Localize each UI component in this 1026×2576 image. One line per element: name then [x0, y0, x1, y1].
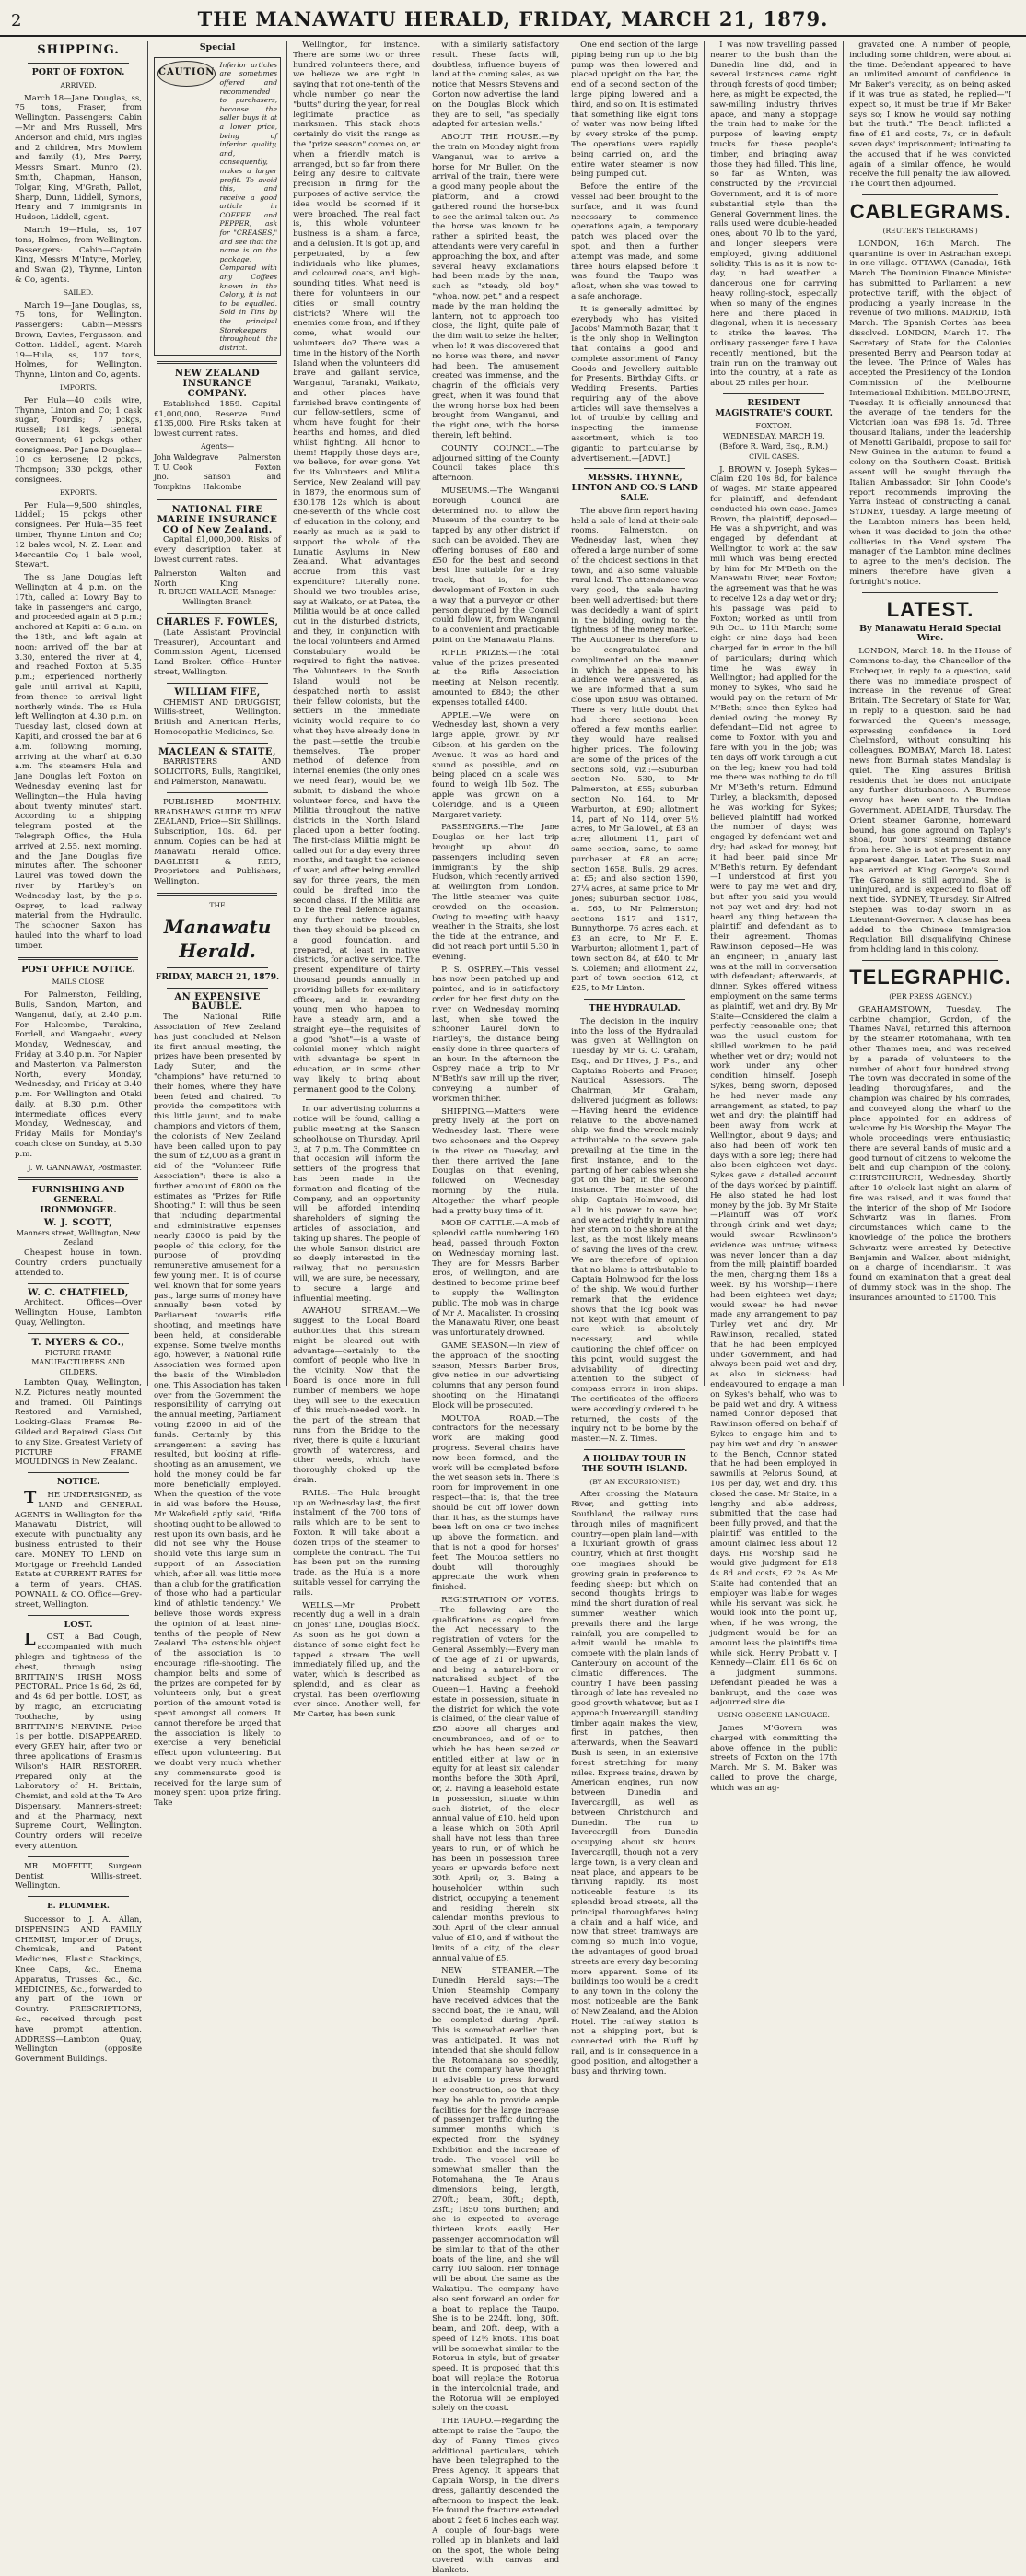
column-1	[9, 41, 148, 2065]
holiday-heading: A HOLIDAY TOUR IN THE SOUTH ISLAND.	[581, 1453, 688, 1474]
holiday-continuation: I was now travelling passed nearer to the bush than the Dunedin line did, and in several instances came right through forests of good timber; here, as might be expected, the saw-milling industry thrives apace, and many a stoppage the train had to make for the purpose of leaving empty trucks for these people's timber, and bringing away those they had filled. This line, so far as Winton, was constructed by the Provincial Government, and it is of more substantial style than the General Government lines, the rails used were double-headed ones, about 70 lb to the yard, and longer sleepers were employed, giving additional solidity. This is as it is now to-day, in bad weather a dangerous one for carrying heavy rolling-stock, especially when so many of the engines here and there placed in diagonal, when it is necessary to strike the leaves. The ordinary passenger fare I have recently mentioned, but the train run on the tramway out into the country, at a rate as about 25 miles per hour.	[710, 41, 838, 389]
nfm-advert	[154, 506, 281, 608]
mails-label: MAILS CLOSE	[52, 978, 105, 987]
furnishing-heading: FURNISHING AND GENERAL IRONMONGER.	[31, 1185, 125, 1216]
divider	[167, 988, 268, 989]
the-label: THE	[209, 901, 226, 910]
divider	[167, 683, 268, 684]
railway-continuation: Before the entire of the vessel had been brought to the surface, and it was found necessary to commence operations again, a temporary patch was placed over the spot, and then a further attempt was made, and some three hours elapsed before it was found the Taupo was afloat, when she was towed to a safe anchorage.	[571, 182, 699, 301]
taupo-item: THE TAUPO.—Regarding the attempt to raise the Taupo, the day of Fanny Times gives additional particulars, which have been telegraphed to the Press Agency. It appears that Captain Worsp, in the diver's dress, gallantly descended the afternoon to inspect the leak. He found the fracture extended about 2 feet 6 inches each way. A couple of four-bags were rolled up in blankets and laid on the spot, the whole being covered with canvas and blankets.	[432, 2417, 560, 2576]
adverts-note: In our advertising columns a notice will be found, calling a public meeting at the Sanson schoolhouse on Thursday, April 3, at 7 p.m. The Committee on that occasion will inform the settlers of the progress that has been made in the formation and floating of the Company, and an opportunity will be afforded intending shareholders of signing the articles of association, and taking up shares. The people of the whole Sanson district are so deeply interested in the railway, that no persuasion will, we are sure, be necessary, to secure a large and influential meeting.	[293, 1105, 421, 1304]
divider	[862, 960, 998, 961]
maclean-advert	[154, 748, 281, 788]
telegraphic-sub: (PER PRESS AGENCY.)	[889, 991, 972, 1001]
myers-title: PICTURE FRAME MANUFACTURERS AND GILDERS.	[31, 1348, 125, 1377]
divider	[28, 1472, 129, 1473]
divider	[157, 893, 277, 896]
apple-item: APPLE.—We were on Wednesday last, shown a very large apple, grown by Mr Gibson, at his garden on the Avenue. It was as hard and sound as possible, and on being placed on a scale was found to weigh 1lb 5oz. The apple was grown on a Coleridge, and is a Queen Margaret variety.	[432, 710, 560, 820]
game-item: GAME SEASON.—In view of the approach of the shooting season, Messrs Barber Bros, give notice in our advertising columns that any person found shooting on the Himatangi Block will be prosecuted.	[432, 1341, 560, 1411]
exports-text: Per Hula—9,500 shingles, Liddell; 15 pckgs other consignees. Per Hula—35 feet timber, Thynne Linton and Co; 12 bales wool, N. Z. Loan and Mercantile Co; 1 bale wool, Stewart.	[15, 500, 143, 570]
editorial-continuation: Wellington, for instance. There are some two or three hundred volunteers there, and we believe we are right in saying that not one-tenth of the whole number go near the "butts" during the year, for real legitimate practice as marksmen. This stack shots certainly do visit the range as the "prize season" comes on, or when a friendly match is arranged, but so far from there being any desire to cultivate precision in firing for the purposes of active service, the idea would be scorned if it were broached. The real fact is, this whole volunteer business is a sham, a farce, and a delusion. It is got up, and perpetuated, by a few individuals who like plumes, and coloured coats, and high-sounding titles. What need is there for volunteers in our cities or small country districts? Where will the enemies come from, and if they come, what would our volunteers do? There was a time in the history of the North Island when the volunteers did brave and gallant service, Wanganui, Taranaki, Waikato, and other places have furnished brave contingents of our fellow-settlers, some of whom have fought for their hearths and homes, and died whilst fighting. All honor to them! Happily those days are, we believe, for ever gone. Yet for its Volunteers and Militia Service, New Zealand will pay in 1879, the enormous sum of £30,178 12s which is about one-seventh of the whole cost of education in the colony, and nearly as much as is paid to support the whole of the Lunatic Asylums in New Zealand. What advantages accrue from this vast expenditure? Literally none. Should we two troubles arise, say at Waikato, or at Patea, the Militia would be at once called out in the disturbed districts, and they, in conjunction with the local volunteers and Armed Constabulary would be required to fight the natives. The Volunteers in the South Island would not be despatched north to assist their fellow colonists, but the settlers in the immediate vicinity would require to do what they have already done in the past,—settle the trouble themselves. The proper method of defence from internal enemies (the only ones we need fear), would be, we submit, to disband the whole volunteer force, and have the Militia throughout the native districts in the North Island placed upon a better footing. The first-class Militia might be called out for a day every three months, and taught the science of war, and after being enrolled say for three years, the men could be drafted into the second class. If the Militia are to be the real defence against any further native troubles, then they should be placed on a good foundation, and prepared, at least in native districts, for active service. The present expenditure of thirty thousand pounds annually in providing billets for ex-military officers, and in rewarding young men who happen to have a steady arm, and a straight eye—the requisites of a good "shot"—is a waste of colonial money which might with advantage be spent in education, or in some other way likely to bring about permanent good to the Colony.	[293, 41, 421, 1095]
caution-badge: CAUTION	[157, 61, 216, 87]
bradshaw-advert: PUBLISHED MONTHLY. BRADSHAW'S GUIDE TO NEW ZEALAND, Price—Six Shillings. Subscription, 10s. 6d. per annum. Copies can be had at Manawatu Herald Office. DAGLEISH & REID, Proprietors and Publishers, Wellington.	[154, 797, 282, 887]
divider	[584, 999, 685, 1000]
steamer-item: NEW STEAMER.—The Dunedin Herald says:—The Union Steamship Company have received advices that the second boat, the Te Anau, will be completed during April. This is somewhat earlier than was anticipated. It was not intended that she should follow the Rotomahana so speedily, but the company have thought it advisable to press forward her construction, so that they may be able to provide ample facilities for the large increase of passenger traffic during the summer months which is expected from the Sydney Exhibition and the increase of trade. The vessel will be somewhat smaller than the Rotomahana, the Te Anau's dimensions being, length, 270ft.; beam, 30ft.; depth, 23ft.; 1850 tons burthen; and she is expected to average thirteen knots easily. Her passenger accommodation will be similar to that of the other boats of the line, and she will carry 100 saloon. Her tonnage will be about the same as the Wakatipu. The company have also sent forward an order for a boat to replace the Taupo. She is to be 224ft. long, 30ft. beam, and 20ft. deep, with a speed of 12½ knots. This boat will be somewhat similar to the Rotorua in style, but of greater speed. It is proposed that this boat will replace the Rotorua in the intercolonial trade, and the Rotorua will be employed solely on the coast.	[432, 1966, 560, 2414]
page-number: 2	[11, 11, 22, 30]
divider	[157, 498, 277, 500]
notice-text: THE UNDERSIGNED, as LAND and GENERAL AGENTS in Wellington for the Manawatu District, will execute with punctuality any business entrusted to their care. MONEY TO LEND on Mortgage or Freehold Landed Estate at CURRENT RATES for a term of years. CHAS. POWNALL & CO. Office—Grey-street, Wellington.	[15, 1487, 143, 1610]
lost-text: LOST, a Bad Cough, accompanied with much phlegm and tightness of the chest, through using BRITTAIN'S IRISH MOSS PECTORAL. Price 1s 6d, 2s 6d, and 4s 6d per bottle. LOST, as by magic, an excruciating Toothache, by using BRITTAIN'S NERVINE. Price 1s per bottle. DISAPPEARED, every GREY hair, after two or three applications of Erasmus Wilson's HAIR RESTORER. Prepared only at the Laboratory of H. Brittain, Chemist, and sold at the Te Aro Dispensary, Manners-street; and at the Pharmacy, next Supreme Court, Wellington. Country orders will receive every attention.	[15, 1630, 143, 1852]
special-heading: Special	[199, 42, 236, 53]
arrived-text: March 18—Jane Douglas, ss, 75 tons, Fraser, from Wellington. Passengers: Cabin—Mr and Mrs Russell, Mrs Anderson and child, Mrs Ingles and 2 children, Mrs Mowlem and family (4), Mrs Perry, Messrs Smart, Munro (2), Smith, Chapman, Hanson, Tolgar, King, M'Grath, Pallot, Sharp, Dunn, Liddell, Symons, Henry and 7 immigrants in Hudson, Liddell, agent.	[15, 93, 143, 223]
maclean-name: MACLEAN & STAITE,	[158, 746, 277, 757]
rifle-prizes-item: RIFLE PRIZES.—The total value of the prizes presented at the Rifle Association meeting at Nelson recently, amounted to £840; the other expenses totalled £400.	[432, 648, 560, 708]
divider	[167, 792, 268, 793]
masthead-title: THE MANAWATU HERALD, FRIDAY, MARCH 21, 1879.	[197, 7, 829, 30]
osprey-item: P. S. OSPREY.—This vessel has now been patched up and painted, and is in satisfactory order for her first duty on the river on Wednesday morning last, when she towed the schooner Laurel down to Hartley's, the distance being easily done in three quarters of an hour. In the afternoon the Osprey made a trip to Mr M'Beth's saw mill up the river, conveying a number of workmen thither.	[432, 965, 560, 1104]
nzic-text: Established 1859. Capital £1,000,000, Reserve Fund £135,000. Fire Risks taken at lowest current rates.	[154, 399, 282, 439]
plummer-text: Successor to J. A. Allan, DISPENSING AND FAMILY CHEMIST, Importer of Drugs, Chemicals, and Patent Medicines, Elastic Stockings, Knee Caps, &c., Enema Apparatus, Trusses &c., &c. MEDICINES, &c., forwarded to any part of the Town or Country. PRESCRIPTIONS, &c., received through post have prompt attention. ADDRESS—Lambton Quay, Wellington (opposite Government Buildings.	[15, 1915, 143, 2065]
divider	[862, 194, 998, 195]
land-sale-heading: MESSRS. THYNNE, LINTON AND CO.'S LAND SALE.	[571, 473, 698, 504]
wells-item: WELLS.—Mr Probett recently dug a well in a drain on Jones' Line, Douglas Block. As soon as he got down a distance of some eight feet he tapped a stream. The well immediately filled up, and the water, which is described as splendid, and as clear as crystal, has been overflowing ever since. Another well, for Mr Carter, has been sunk	[293, 1600, 421, 1720]
chatfield-name: W. C. CHATFIELD,	[28, 1287, 129, 1298]
passengers-item: PASSENGERS.—The Jane Douglas on her last trip brought up about 40 passengers including seven immigrants by the ship Hudson, which recently arrived at Wellington from London. The little steamer was quite crowded on the occasion. Owing to meeting with heavy weather in the Straits, she lost the tide at the entrance, and did not reach port until 5.30 in evening.	[432, 823, 560, 962]
shipping-item: SHIPPING.—Matters were pretty lively at the port on Wednesday last. There were two schooners and the Osprey in the river on Tuesday, and then there arrived the Jane Douglas on that evening, followed on Wednesday morning by the Hula. Altogether the wharf people had a pretty busy time of it.	[432, 1107, 560, 1216]
columns	[9, 41, 1017, 2576]
holiday-text: After crossing the Mataura River, and getting into Southland, the railway runs through miles of magnificent country—open plain land—with a luxuriant growth of grass country, which at first thought one imagines should be growing grain in preference to feeding sheep; but which, on second thoughts brings to mind the short duration of real summer weather which prevails there and the large rainfall, you are compelled to admit would be unable to compete with the plain lands of Canterbury on account of the climatic differences. The country I have been passing through of late has revealed no good growth whatever, but as I approach Invercargill, standing timber again makes the view, first in patches, then afterwards, when the Seaward Bush is seen, in an extensive forest stretching for many miles. Express trains, drawn by American engines, run now between Dunedin and Invercargill, as well as between Christchurch and Dunedin. The run to Invercargill from Dunedin occupying about six hours. Invercargill, though not a very large town, is a very clean and neat place, and appears to be thriving rapidly. Its most noticeable feature is its splendid broad streets, all the principal thoroughfares being a chain and a half wide, and now that street tramways are coming so much into vogue, the advantages of good broad streets are every day becoming more apparent. Some of its buildings too would be a credit to any town in the colony the most noticeable are the Bank of New Zealand, and the Albion Hotel. The railway station is not a shipping port, but is connected with the Bluff by rail, and is in consequence in a good position, and altogether a busy and thriving town.	[571, 1490, 699, 2077]
divider	[306, 1099, 407, 1100]
obscene-text: James M'Govern was charged with committing the above offence in the public streets of Foxton on the 17th March. Mr S. M. Baker was called to prove the charge, which was an ag-	[710, 1724, 838, 1793]
nfm-text: Capital £1,000,000. Risks of every description taken at lowest current rates.	[154, 535, 282, 565]
sailed-label: SAILED.	[63, 287, 94, 297]
court-place: FOXTON.	[755, 421, 792, 431]
cablegrams-text: LONDON, 16th March. The quarantine is over in Astrachan except in one village. OTTAWA (Canada), 16th March. The Dominion Finance Minister has submitted to Parliament a new protective tariff, with the object of producing a yearly increase in the revenue of two millions. MADRID, 15th March. The Spanish Cortes has been dissolved. LONDON, March 17. The Secretary of State for the Colonies presented Berry and Pearson today at the levee. The Prince of Wales has accepted the Presidency of the London Commission of the Melbourne International Exhibition. MELBOURNE, Tuesday. It is officially announced that the average of the tenders for the Victorian loan was £98 1s. 7d. Three thousand Italians, under the leadership of Menotti Garibaldi, propose to sail for New Guinea in the autumn to found a colony on the Southern Coast. British assent will be sought through the Italian Ambassador. Sir John Coode's report recommends improving the Yarra instead of constructing a canal. SYDNEY, Tuesday. A large meeting of the Lambton miners has been held, when it was decided to join the other collieries in the Vend system. The manager of the Lambton mine declines to agree to the men's decision. The miners therefore have given a fortnight's notice.	[849, 239, 1011, 587]
fife-advert	[154, 688, 281, 738]
latest-text: LONDON, March 18. In the House of Commons to-day, the Chancellor of the Exchequer, in reply to a question, said there was no immediate prospect of increase in the revenue of Great Britain. The Secretary of State for War, in reply to a question, said he had forwarded the Queen's message, expressing confidence in Lord Chelmsford, without consulting his colleagues. BOMBAY, March 18. Latest news from Burmah states Mandalay is quiet. The King assures British residents that he does not anticipate any further disturbances. A Burmese envoy has been sent to the Indian Government. ADELAIDE, Thursday. The Orient steamer Garonne, homeward bound, has gone aground on Tapley's shoal, four hours' steaming distance from here. She is not at present in any apparent danger. Later. The Suez mail has arrived at King George's Sound. The Garonne is still aground. She is uninjured, and is expected to float off next tide. SYDNEY, Thursday. Sir Alfred Stephen was to-day sworn in as Lieutenant-Governor. A clause has been added to the Chinese Immigration Regulation Bill disqualifying Chinese from holding land in this colony.	[849, 647, 1011, 955]
exports-label: EXPORTS.	[59, 487, 98, 497]
editorial-text: The National Rifle Association of New Zealand has just concluded at Nelson its first annual meeting, the prizes have been presented by Lady Suter, and the "champions" have returned to their homes, where they have been feted and chaired. To provide the competitors with this little jaunt, and to make champions and victors of them, the colonists of New Zealand have been called upon to pay the sum of £2,000 as a grant in aid of the "Volunteer Rifle Association"; there is also a further amount of £800 on the estimates as "Prizes for Rifle Shooting." It will thus be seen that including departmental and administrative expenses nearly £3000 is paid by the people of this colony, for the purpose of providing remunerative amusement for a few young men. It is of course well known that for some years past, large sums of money have annually been voted by Parliament towards rifle shooting, and meetings have been held, at considerable expense. Some twelve months ago, however, a National Rifle Association was formed upon the basis of the Wimbledon one. This Association has taken over from the Government the responsibility of carrying out the annual meeting, Parliament voting £2000 in aid of the funds. Certainly by this arrangement a saving has resulted, but looking at rifle-shooting as an amusement, we hold the money could be far more beneficially employed. When the question of the vote in aid was before the House, Mr Wakefield aptly said, "Rifle shooting ought to be allowed to rest upon its own basis, and he did not see why the House should vote this large sum in support of an Association which, after all, was little more than a club for the gratification of those who had a particular kind of athletic tendency." We believe those words express the opinion of at least nine-tenths of the people of New Zealand. The ostensible object of the association is to encourage rifle-shooting. The champion belts and some of the prizes are competed for by volunteers only, but a great portion of the amount voted is spent amongst all comers. It cannot therefore be urged that the association is likely to exercise a very beneficial effect upon volunteering. But we doubt very much whether any commensurate good is received for the large sum of money spent upon prize firing. Take	[154, 1013, 282, 1809]
arrived-label: ARRIVED.	[60, 80, 97, 89]
court-date: WEDNESDAY, MARCH 19.	[722, 431, 825, 441]
divider	[28, 1333, 129, 1334]
rails-item: RAILS.—The Hula brought up on Wednesday last, the first instalment of the 700 tons of rails which are to be sent to Foxton. It will take about a dozen trips of the steamer to complete the contract. The Tui has been put on the running trade, as the Hula is a more suitable vessel for carrying the rails.	[293, 1488, 421, 1598]
caution-advert	[154, 57, 281, 357]
latest-sub: By Manawatu Herald Special Wire.	[859, 623, 1002, 644]
divider	[28, 1896, 129, 1897]
divider	[167, 613, 268, 614]
divider	[584, 468, 685, 469]
scott-advert	[15, 1219, 142, 1279]
hydraulad-heading: THE HYDRAULAD.	[589, 1002, 681, 1013]
court-heading: RESIDENT MAGISTRATE'S COURT.	[715, 397, 833, 418]
council-item: COUNTY COUNCIL.—The adjourned sitting of the County Council takes place this afternoon.	[432, 443, 560, 484]
steamer-report: The ss Jane Douglas left Wellington at 4 p.m. on the 17th, called at Lowry Bay to take in passengers and cargo, and proceeded again at 5 p.m.; anchored at Kapiti at 6 a.m. on the 18th, and left again at noon; arrived off the bar at 3.30, entered the river at 4, and reached Foxton at 5.35 p.m.; experienced northerly gale until arrival at Kapiti, from thence to arrival light northerly winds. The ss Hula left Wellington at 4.30 p.m. on Tuesday last, closed down at Kapiti, and crossed the bar at 6 a.m. following morning, arriving at the wharf at 6.30 a.m. The steamers Hula and Jane Douglas left Foxton on Wednesday evening last for Wellington—the Hula having about twenty minutes' start. According to a shipping telegram posted at the Telegraph Office, the Hula arrived at 2.55, next morning, and the Jane Douglas five minutes after. The schooner Laurel was towed down the river by Hartley's on Wednesday last, by the p.s. Osprey, to load railway material from the Hydraulic. The schooner Saxon has hauled into the wharf to load timber.	[15, 573, 143, 951]
court-before: (Before R. Ward, Esq., R.M.)	[719, 441, 829, 451]
divider	[28, 1856, 129, 1857]
hydraulad-text: The decision in the inquiry into the loss of the Hydraulad was given at Wellington on Tuesday by Mr G. C. Graham, Esq., and Dr Hives, J. P's., and Captains Roberts and Fraser, Nautical Assessors. The Chairman, Mr Graham, delivered judgment as follows:—Having heard the evidence relative to the above-named ship, we find the wreck mainly attributable to the severe gale prevailing at the time in the first instance, and to the parting of her cables when she got on the bar, in the second instance. The master of the ship, Captain Holmwood, did all in his power to save her, and we acted rightly in running her stern on to the shore at the last, as the most likely means of saving the lives of the crew. We are therefore of opinion that no blame is attributable to Captain Holmwood for the loss of the ship. We would further remark that the evidence shows that the log book was not kept with that amount of care which is absolutely necessary, and while cautioning the chief officer on this point, would suggest the advisability of directing attention to the subject of compass errors in iron ships. The certificates of the officers were accordingly ordered to be returned, the costs of the inquiry not to be borne by the master.—N. Z. Times.	[571, 1016, 699, 1445]
latest-heading: LATEST.	[886, 597, 974, 621]
divider	[157, 361, 277, 364]
jacobs-advert: It is generally admitted by everybody who has visited Jacobs' Mammoth Bazar, that it is the only shop in Wellington that contains a good and complete assortment of Fancy Goods and Jewellery suitable for Presents, Birthday Gifts, or Wedding Presents. Parties requiring any of the above articles will save themselves a lot of trouble by calling and inspecting the immense assortment, which is too gigantic to particularise by advertisement.—[ADVT.]	[571, 304, 699, 463]
nfm-title: NATIONAL FIRE MARINE INSURANCE CO of New Zealand.	[157, 504, 278, 535]
imports-label: IMPORTS.	[59, 382, 98, 392]
port-heading: PORT OF FOXTON.	[31, 67, 125, 77]
column-7	[844, 41, 1017, 1386]
fife-text: CHEMIST AND DRUGGIST, Willis-street, Wellington. British and American Herbs, Homoeopathic Medicines, &c.	[154, 697, 282, 737]
holiday-byline: (BY AN EXCURSIONIST.)	[589, 1477, 680, 1486]
nzic-title: NEW ZEALAND INSURANCE COMPANY.	[174, 369, 261, 399]
agents-label: Agents—	[200, 441, 235, 451]
plummer-name: E. PLUMMER.	[47, 1902, 110, 1912]
votes-item: REGISTRATION OF VOTES.—The following are the qualifications as copied from the Act necessary to the registration of voters for the General Assembly:—Every man of the age of 21 or upwards, and being a natural-born or naturalised subject of the Queen—1. Having a freehold estate in possession, situate in the district for which the vote is claimed, of the clear value of £50 above all charges and encumbrances, and of or to which he has been seized or entitled either at law or in equity for at least six calendar months before the 30th April, or, 2. Having a leasehold estate in possession, situate within such district, of the clear annual value of £10, held upon a lease which on 30th April shall have not less than three years to run, or of which he has been in possession three years or upwards before next 30th April; or, 3. Being a householder within such district, occupying a tenement and residing therein six calendar months previous to 30th April of the clear annual value of £10, and if without the limits of a city, of the clear annual value of £5.	[432, 1595, 560, 1963]
chatfield-text: Architect. Offices—Over Wellington House, Lambton Quay, Wellington.	[15, 1298, 143, 1329]
maclean-text: BARRISTERS AND SOLICITORS, Bulls, Rangitikei, and Palmerston, Manawatu.	[154, 757, 282, 788]
cattle-item: MOB OF CATTLE.—A mob of splendid cattle numbering 160 head, passed through Foxton on Wednesday morning last. They are for Messrs Barber Bros, of Wellington, and are destined to become prime beef to supply the Wellington public. The mob was in charge of Mr A. Macalister. In crossing the Manawatu River, one beast was unfortunately drowned.	[432, 1219, 560, 1339]
agent-row: Palmerston North Walton and King	[154, 568, 282, 588]
divider	[584, 1449, 685, 1450]
chatfield-advert	[15, 1289, 142, 1329]
mails-text: For Palmerston, Feilding, Bulls, Sandon, Marton, and Wanganui, daily, at 2.40 p.m. For Halcombe, Turakina, Fordell, and Wangaehu, every Monday, Wednesday, and Friday, at 3.40 p.m. For Napier and Masterton, via Palmerston North, every Monday, Wednesday, and Friday at 3.40 p.m. For Wellington and Otaki daily, at 8.30 p.m. Other intermediate offices every Monday, Wednesday, and Friday. Mails for Monday's coach close on Sunday, at 5.30 p.m.	[15, 990, 143, 1159]
myers-text: Lambton Quay, Wellington, N.Z. Pictures neatly mounted and framed. Oil Paintings Restored and Varnished, Looking-Glass Frames Re-Gilded and Repaired. Glass Cut to any Size. Greatest Variety of PICTURE FRAME MOULDINGS in New Zealand.	[15, 1378, 143, 1468]
divider	[167, 743, 268, 744]
land-sale-text: The above firm report having held a sale of land at their sale rooms, Palmerston, on Wednesday last, when they offered a large number of some of the choicest sections in that town, and also some valuable rural land. The attendance was very good, the sale having been well advertised; but there was decidedly a want of spirit in the bidding, owing to the tightness of the money market. The Auctioneer is therefore to be congratulated and complimented on the manner in which he appeals to his audience were answered, as we are informed that a sum close upon £800 was obtained. There is very little doubt that had there sections been offered a few months earlier, they would have realised higher prices. The following are some of the prices of the sections sold, viz.:—Suburban section No. 530, to Mr Palmerston, at £55; suburban section No. 164, to Mr Warburton, at £90; allotment 14, part of No. 114, over 5½ acres, to Mr Gallowell, at £8 an acre; allotment 11, part of same section, same, to same purchaser, at £8 an acre; section 1658, Bulls, 29 acres, at £5; and also section 1590, 27¼ acres, at same price to Mr Jones; suburban section 1084, at £65, to Mr Palmerston; sections 1517 and 1517, Bunnythorpe, 76 acres each, at £3 an acre, to Mr F. E. Warburton; allotment 1, part of town section 84, at £40, to Mr S. Coleman; and allotment 22, part of town section 612, at £25, to Mr Linton.	[571, 506, 699, 994]
lost-heading: LOST.	[64, 1619, 93, 1630]
fowles-name: CHARLES F. FOWLES,	[156, 616, 279, 627]
caution-text: Inferior articles are sometimes offered and recommended to purchasers, because the seller buys it at a lower price, being of inferior quality, and, consequently, makes a larger profit. To avoid this, and receive a good article in COFFEE and PEPPER, ask for "CREASES," and see that the name is on the package. Compared with any Coffees known in the Colony, it is not to be equalled. Sold in Tins by the principal Storekeepers throughout the district.	[219, 60, 278, 352]
cablegrams-sub: (REUTER'S TELEGRAMS.)	[882, 226, 978, 235]
court-civil: CIVIL CASES.	[749, 451, 799, 461]
myers-advert	[15, 1339, 142, 1468]
postmaster-signature: J. W. GANNAWAY, Postmaster.	[28, 1162, 143, 1172]
march19-text: March 19—Hula, ss, 107 tons, Holmes, from Wellington. Passengers: Cabin—Captain King, Messrs M'Intyre, Morley, and Swan (2), Thynne, Linton & Co, agents.	[15, 225, 143, 285]
obscene-continuation: gravated one. A number of people, including some children, were about at the time. Defendant appeared to have an unlimited amount of confidence in Mr Baker's veracity, as on being asked if it was true as stated, he replied—"I expect so, it must be true if Mr Baker says so; I know he would say nothing but the truth." The Bench inflicted a fine of £1 and costs, 7s, or in default seven days' imprisonment; intimating to the accused that if he was convicted again of a similar offence, he would receive the full penalty the law allowed. The Court then adjourned.	[849, 41, 1011, 190]
museum-item: MUSEUMS.—The Wanganui Borough Council are determined not to allow the Museum of the country to be tapped by any other district if such can be avoided. They are offering bonuses of £80 and £50 for the best and second best line suitable for a dray track, that is, for the development of Foxton in such a way that a purveyor or other person deputed by the Council could follow it, from Wanganui to a convenient and practicable point on the Manawatu Plains.	[432, 486, 560, 646]
fife-name: WILLIAM FIFE,	[174, 686, 261, 697]
taupo-continuation: One end section of the large piping being run up to the big pump was then lowered and placed upright on the bar, the end of a second section of the large piping lowered and a third, and so on. It is estimated that something like eight tons of water was now being lifted by every stroke of the pump. The operations were rapidly being carried on, and the entire water steamer is now being pumped out.	[571, 41, 699, 180]
scott-text: Cheapest house in town. Country orders punctually attended to.	[15, 1248, 143, 1278]
agent-row: John Waldegrave Palmerston	[154, 451, 282, 462]
divider	[167, 967, 268, 968]
column-4	[426, 41, 565, 2576]
fowles-advert	[154, 618, 281, 678]
moutoa-item: MOUTOA ROAD.—The contractors for the necessary work are making good progress. Several chains have now been formed, and the work will be completed before the wet season sets in. There is room for improvement in one respect—that is, that the tree should be cut off lower down than it has, as the stumps have been left on one or two inches up above the formation, and that is not a good for horses' feet. The Moutoa settlers no doubt will thoroughly appreciate the work when finished.	[432, 1413, 560, 1593]
fowles-text: (Late Assistant Provincial Treasurer), Accountant and Commission Agent, Licensed Land Broker. Office—Hunter street, Wellington.	[154, 627, 282, 677]
scott-address: Manners street, Wellington, New Zealand	[16, 1228, 141, 1247]
column-5	[565, 41, 705, 2077]
nzic-advert	[154, 369, 281, 492]
post-office-heading: POST OFFICE NOTICE.	[21, 964, 135, 975]
sailed-text: March 19—Jane Douglas, ss, 75 tons, for Wellington. Passengers: Cabin—Messrs Brown, Davies, Fergusson, and Cotton. Liddell, agent. March 19—Hula, ss, 107 tons, Holmes, for Wellington. Thynne, Linton and Co, agents.	[15, 300, 143, 381]
divider	[18, 1177, 138, 1180]
divider	[28, 1283, 129, 1284]
column-6	[705, 41, 844, 1793]
court-text: J. BROWN v. Joseph Sykes—Claim £20 10s 8d, for balance of wages. Mr Staite appeared for plaintiff, and defendant conducted his own case. James Brown, the plaintiff, deposed—He was a shipwright, and was engaged by defendant at Wellington to work at the saw mill which was being erected by him for Mr M'Beth on the Manawatu River, near Foxton; the agreement was that he was to receive 12s a day wet or dry; his passage was paid to Foxton; worked as until from 9th Oct. to 11th March; some eight or nine days had been charged for in error in the bill of particulars; during which time he was away in Wellington; had applied for the money to Sykes, who said he would pay on the return of Mr M'Beth; since then Sykes had denied owing the money. By defendant—Did not agree to come to Foxton with you and fare with you in the job; was ten days off work through a cut on the leg; knew you had told me there was nothing to do till Mr M'Beth's return. Edmund Turley, a blacksmith, deposed he was working for Sykes; believed plaintiff had worked the number of days; was engaged by defendant wet and dry; had asked for money, but it had been paid since Mr M'Beth's return. By defendant—I understood at first you were to pay me wet and dry, but after you said you would not pay wet and dry; had not heard any thing between the plaintiff and defendant as to their agreement. Thomas Rawlinson deposed—He was an engineer; in January last was at the mill in conversation with defendant; afterwards, at dinner, Sykes offered witness employment on the same terms as plaintiff, wet and dry. By Mr Staite—Considered the claim a perfectly reasonable one; that was the usual custom for skilled workmen to be paid whether wet or dry; would not work under any other condition himself. Joseph Sykes, being sworn, deposed he had never made any arrangement, as stated, to pay wet and dry; the plaintiff had been away from work at Wellington, about 9 days; and also had been off work ten days with a sore leg; there had also been eighteen wet days. Sykes gave a detailed account of the days worked by plaintiff. He also stated he had lost money by the job. By Mr Staite—Plaintiff was off work through drink and wet days; would swear Rawlinson's evidence was untrue; witness was never longer than a day from the mill; plaintiff boarded the men, charging them 18s a week. By his Worship—There had been eighteen wet days; would swear he had never made any arrangement to pay Turley wet and dry. Mr Rawlinson, recalled, stated that he had been employed under Government, and had always been paid wet and dry, as also in sickness; had endeavoured to engage a man on Sykes's behalf, who was to be paid wet and dry. A witness named Connor deposed that Rawlinson offered on behalf of Sykes to engage him and to pay him wet and dry. In answer to the Bench, Connor stated that he had been employed in sawmills at Pelorus Sound, at 10s per day, wet and dry. This closed the case. Mr Staite, in a lengthy and able address, submitted that the case had been fully proved, and that the plaintiff was entitled to the amount claimed less about 12 days. His Worship said he would give judgment for £18 4s 8d and costs, £2 2s. As Mr Staite had contended that an employer was liable for wages while his servant was sick, he would look into the point up, when, if he was wrong, the judgment would be for an amount less the plaintiff's time while sick. Henry Probatt v. J Kennedy—Claim £11 6s 6d on a judgment summons. Defendant pleaded he was a bankrupt, and the case was adjourned sine die.	[710, 464, 838, 1708]
shipping-heading: SHIPPING.	[37, 43, 120, 57]
agent-row: Jno. Tompkins Sanson and Halcombe	[154, 472, 282, 492]
agent-row: T. U. Cook Foxton	[154, 462, 282, 472]
scott-name: W. J. SCOTT,	[43, 1217, 113, 1228]
newspaper-nameplate: Manawatu Herald.	[163, 915, 272, 962]
cablegrams-heading: CABLEGRAMS.	[849, 199, 1011, 223]
column-3	[287, 41, 426, 1720]
dateline: FRIDAY, MARCH 21, 1879.	[155, 972, 280, 982]
column-2	[148, 41, 287, 1809]
divider	[28, 1615, 129, 1616]
notice-heading: NOTICE.	[56, 1477, 100, 1488]
telegraphic-heading: TELEGRAPHIC.	[849, 965, 1011, 989]
wells-continuation: with a similarly satisfactory result. These facts will, doubtless, influence buyers of land at the coming sales, as we notice that Messrs Stevens and Gorton now advertise the land on the Douglas Block which they are to sell, "as specially adapted for artesian wells."	[432, 41, 560, 130]
divider	[862, 592, 998, 593]
moffitt-advert: MR MOFFITT, Surgeon Dentist Willis-street, Wellington.	[15, 1861, 143, 1891]
nfm-manager: R. BRUCE WALLACE, Manager Wellington Branch	[158, 588, 276, 607]
awahou-item: AWAHOU STREAM.—We suggest to the Local Board authorities that this stream might be cleared out with advantage—certainly to the comfort of people who live in the vicinity. Now that the Board is once more in full number of members, we hope they will see to the execution of this much-needed work. In the part of the stream that runs from the Bridge to the river, there is quite a luxuriant growth of watercress, and other weeds, which have thoroughly choked up the drain.	[293, 1306, 421, 1485]
myers-name: T. MYERS & CO.,	[31, 1337, 125, 1348]
divider	[18, 957, 138, 960]
editorial-title: AN EXPENSIVE BAUBLE.	[174, 991, 261, 1013]
obscene-heading: USING OBSCENE LANGUAGE.	[717, 1711, 830, 1720]
imports-text: Per Hula—40 coils wire, Thynne, Linton and Co; 1 cask sugar, Fourdis; 7 pckgs, Russell; 181 kegs, General Government; 61 pckgs other consignees. Per Jane Douglas—10 cs kerosene; 12 pckgs, Thompson; 330 pckgs, other consignees.	[15, 395, 143, 486]
horse-item: ABOUT THE HOUSE.—By the train on Monday night from Wanganui, was to arrive a horse for Mr Buller. On the arrival of the train, there were a good many people about the platform, and a crowd gathered round the horse-box to see the animal taken out. As the horse was known to be rather a spirited beast, the attendants were very careful in approaching the box, and after several heavy exclamations had been made by the man, such as "steady, old boy," "whoa, now, pet," and a respect made by the man holding the lantern, not to approach too close, the light, quite pale of the dim wait to seize the halter, when lo! it was discovered that no horse was there, and never had been. The amusement created was immense, and the chagrin of the officials very great, when it was found that the wrong horse box had been brought from Wanganui, and the right one, with the horse therein, left behind.	[432, 133, 560, 441]
divider	[723, 393, 824, 394]
masthead	[0, 7, 1026, 37]
telegraphic-text: GRAHAMSTOWN, Tuesday. The carbine champion, Gordon, of the Thames Naval, returned this afternoon by the steamer Rotomahana, with ten other Thames men, and was received by a parade of volunteers to the number of about four hundred strong. The town was decorated in some of the leading thoroughfares, and the champion was chaired by his comrades, and conveyed along the wharf to the place appointed for an address of welcome by his Worship the Mayor. The whole proceedings were enthusiastic; there are several bands of music and a good turnout of citizens to welcome the belt and cup champion of the colony. CHRISTCHURCH, Wednesday. Shortly after 10 o'clock last night an alarm of fire was raised, and it was found that the interior of the shop of Mr Isodore Schwartz was in flames. From circumstances which came to the knowledge of the police the brothers Schwartz were arrested by Detective Benjamin and Walker, about midnight, on a charge of incendiarism. It was found on examination that a great deal of dummy stock was in the shop. The insurances amounted to £1700. This	[849, 1004, 1011, 1303]
divider	[28, 63, 129, 64]
